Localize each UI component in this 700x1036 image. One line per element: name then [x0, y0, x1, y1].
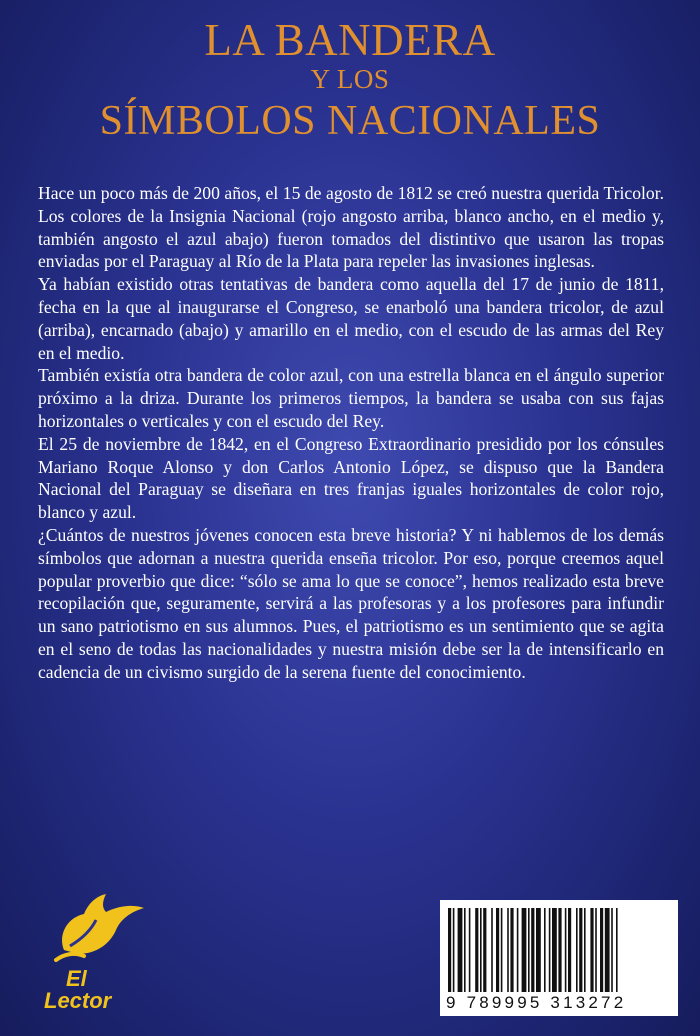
- barcode-bar: [584, 908, 586, 992]
- barcode-bar: [595, 908, 597, 992]
- paragraph-1: Hace un poco más de 200 años, el 15 de agosto de 1812 se creó nuestra querida Tricolor. Los colores de la Insignia Nacional (rojo angosto arriba, blanco ancho, en el medio y, también angosto el azul abajo) fueron tomados del distintivo que usaron las tropas enviadas por el Paraguay al Río de la Plata para repeler las invasiones inglesas.: [38, 183, 664, 272]
- barcode-bar: [501, 908, 503, 992]
- barcode-bar: [531, 908, 534, 992]
- publisher-name-line-2: Lector: [44, 988, 112, 1013]
- paragraph-4: El 25 de noviembre de 1842, en el Congreso Extraordinario presidido por los cónsules Mariano Roque Alonso y don Carlos Antonio López, se dispuso que la Bandera Nacional del Paraguay se diseñara en tres franjas iguales horizontales de color rojo, blanco y azul.: [38, 433, 664, 523]
- barcode-bar: [528, 908, 530, 992]
- barcode-bar: [496, 908, 499, 992]
- barcode-bar: [507, 908, 509, 992]
- barcode-bar: [448, 908, 451, 992]
- book-title: [0, 15, 700, 144]
- barcode-bar: [611, 908, 613, 992]
- isbn-number: 9 789995 313272: [446, 993, 627, 1012]
- barcode-bar: [517, 908, 519, 992]
- barcode-bar: [510, 908, 513, 992]
- barcode-bar: [605, 908, 610, 992]
- paragraph-2: Ya habían existido otras tentativas de bandera como aquella del 17 de junio de 1811, fecha en la que al inaugurarse el Congreso, se enarboló una bandera tricolor, de azul (arriba), encarnado (abajo) y amarillo en el medio, con el escudo de las armas del Rey en el medio.: [38, 274, 664, 363]
- back-cover-text: [38, 182, 664, 684]
- dove-icon: [44, 888, 154, 968]
- paragraph-3: También existía otra bandera de color azul, con una estrella blanca en el ángulo superior próximo a la driza. Durante los primeros tiempos, la bandera se usaba con sus fajas horizontales o verticales y con el escudo del Rey.: [38, 365, 664, 431]
- barcode-bar: [480, 908, 482, 992]
- barcode-bar: [568, 908, 571, 992]
- publisher-logo: [38, 888, 158, 1018]
- barcode-bar: [491, 908, 493, 992]
- barcode-bar: [590, 908, 593, 992]
- barcode-bar: [469, 908, 471, 992]
- title-line-3: SÍMBOLOS NACIONALES: [99, 98, 601, 144]
- barcode-bar: [522, 908, 527, 992]
- paragraph-5: ¿Cuántos de nuestros jóvenes conocen esta breve historia? Y ni hablemos de los demás símbolos que adornan a nuestra querida enseña tricolor. Por eso, porque creemos aquel popular proverbio que dice: “sólo se ama lo que se conoce”, hemos realizado esta breve recopilación que, seguramente, servirá a las profesoras y a los profesores para infundir un sano patriotismo en sus alumnos. Pues, el patriotismo es un sentimiento que se agita en el seno de todas las nacionalidades y nuestra misión debe ser la de intensificarlo en cadencia de un civismo surgido de la serena fuente del conocimiento.: [38, 524, 664, 682]
- title-line-2: Y LOS: [310, 64, 390, 94]
- barcode-bar: [616, 908, 618, 992]
- barcode-bar: [549, 908, 551, 992]
- barcode-bar: [464, 908, 466, 992]
- barcode-bar: [576, 908, 578, 992]
- barcode-bar: [552, 908, 557, 992]
- barcode-bar: [536, 908, 541, 992]
- isbn-barcode: [440, 900, 678, 1016]
- barcode-bar: [458, 908, 463, 992]
- barcode-bar: [453, 908, 455, 992]
- barcode-bar: [558, 908, 561, 992]
- barcode-bar: [579, 908, 582, 992]
- barcode-bar: [483, 908, 486, 992]
- barcode-bars: [448, 908, 670, 992]
- barcode-bar: [600, 908, 603, 992]
- barcode-bar: [475, 908, 478, 992]
- title-line-1: LA BANDERA: [204, 15, 496, 65]
- barcode-bar: [565, 908, 567, 992]
- publisher-name-line-1: El: [66, 966, 87, 991]
- barcode-bar: [544, 908, 546, 992]
